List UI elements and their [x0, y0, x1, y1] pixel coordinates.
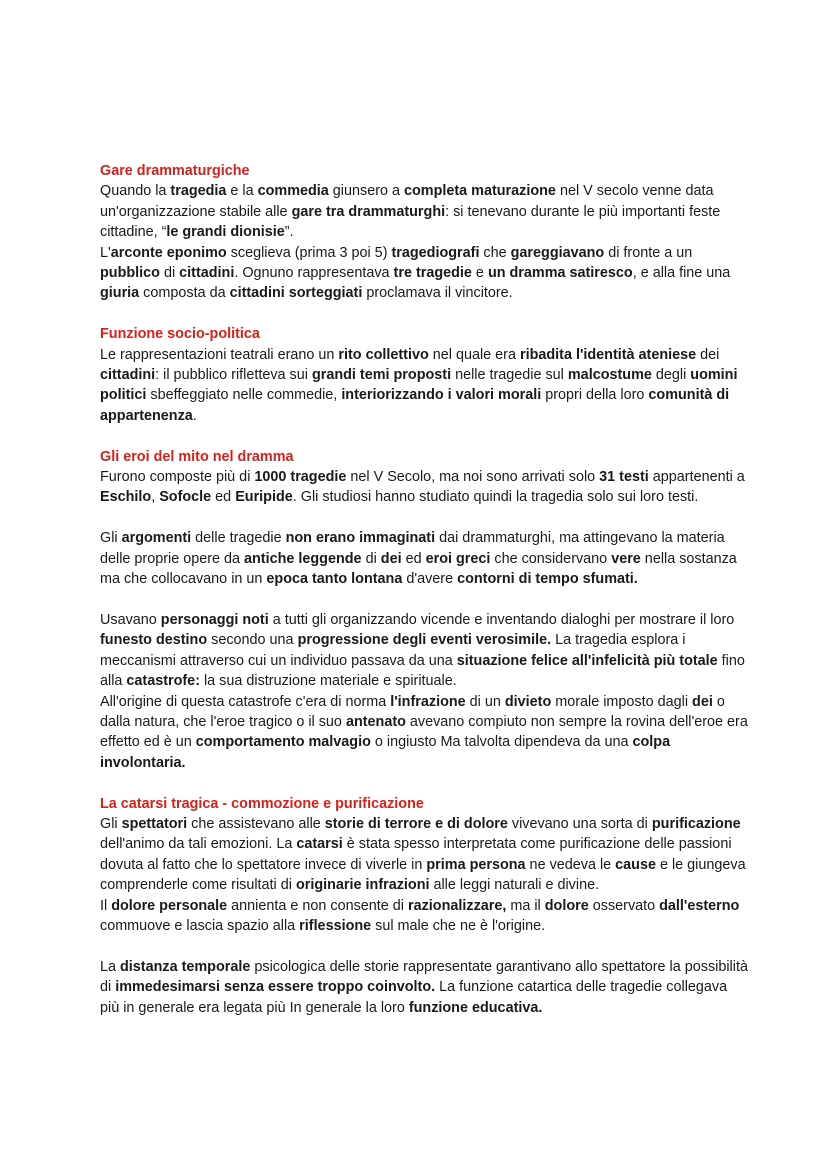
- text-run: di: [159, 265, 180, 282]
- bold-text: progressione degli eventi verosimile.: [297, 632, 552, 649]
- text-run: di fronte a un: [604, 244, 693, 261]
- paragraph: [100, 528, 748, 589]
- bold-text: commedia: [257, 183, 329, 200]
- section-heading: La catarsi tragica - commozione e purificazione: [100, 795, 424, 812]
- text-run: dell'animo da tali emozioni. La: [100, 836, 297, 853]
- paragraph: [100, 814, 748, 896]
- text-run: ma il: [506, 897, 545, 914]
- text-run: annienta e non consente di: [227, 897, 408, 914]
- bold-text: Eschilo: [100, 489, 152, 506]
- paragraph: [100, 896, 748, 937]
- text-run: Gli: [100, 530, 122, 547]
- paragraph: [100, 467, 748, 508]
- text-run: giunsero a: [328, 183, 404, 200]
- text-run: La: [100, 958, 121, 975]
- section-heading: Funzione socio-politica: [100, 326, 260, 343]
- text-run: : si tenevano durante le più importanti feste cittadine, “: [100, 203, 721, 241]
- bold-text: colpa involontaria.: [100, 734, 671, 771]
- text-run: commuove e lascia spazio alla: [100, 917, 300, 934]
- bold-text: argomenti: [121, 530, 192, 547]
- bold-text: pubblico: [100, 265, 160, 282]
- text-run: L': [100, 244, 111, 261]
- text-run: morale imposto dagli: [551, 693, 693, 710]
- text-run: fino alla: [100, 652, 745, 690]
- text-run: ed: [211, 489, 236, 506]
- text-run: All'origine di questa catastrofe c'era di norma: [100, 693, 391, 710]
- text-run: alle leggi naturali e divine.: [429, 877, 600, 894]
- text-run: Gli: [100, 815, 122, 832]
- bold-text: dolore: [544, 897, 589, 914]
- bold-text: dei: [692, 693, 713, 710]
- bold-text: vere: [611, 550, 641, 567]
- text-run: La funzione catartica delle tragedie collegava più in generale era legata più In generale la loro: [100, 979, 728, 1016]
- paragraph: [100, 610, 748, 692]
- bold-text: dei: [380, 550, 402, 567]
- bold-text: l'infrazione: [390, 693, 466, 710]
- bold-text: Euripide: [235, 489, 293, 506]
- text-run: secondo una: [207, 632, 298, 649]
- text-run: nel V secolo venne data un'organizzazione stabile alle: [100, 183, 714, 220]
- text-run: . Gli studiosi hanno studiato quindi la tragedia solo sui loro testi.: [292, 489, 699, 506]
- bold-text: non erano immaginati: [285, 530, 436, 547]
- bold-text: rito collettivo: [338, 346, 429, 363]
- bold-text: cittadini: [100, 367, 156, 384]
- text-run: ”.: [284, 224, 294, 241]
- text-run: di: [361, 550, 381, 567]
- bold-text: catarsi: [296, 836, 343, 853]
- text-run: o ingiusto Ma talvolta dipendeva da una: [370, 734, 633, 751]
- section-heading: Gare drammaturgiche: [100, 163, 250, 179]
- paragraph: [100, 957, 748, 1018]
- text-run: Le rappresentazioni teatrali erano un: [100, 346, 339, 363]
- bold-text: personaggi noti: [160, 611, 269, 628]
- bold-text: tragedia: [170, 183, 227, 200]
- bold-text: antiche leggende: [244, 550, 362, 567]
- text-run: degli: [651, 367, 691, 384]
- bold-text: 31 testi: [599, 469, 649, 486]
- bold-text: tragediografi: [391, 244, 480, 261]
- text-run: proclamava il vincitore.: [362, 285, 513, 302]
- section-spacer: [100, 304, 748, 324]
- bold-text: contorni di tempo sfumati.: [457, 571, 638, 588]
- text-run: avevano compiuto non sempre la rovina dell'eroe era effetto ed è un: [100, 713, 748, 751]
- text-run: la sua distruzione materiale e spirituale.: [199, 673, 457, 690]
- text-run: sceglieva (prima 3 poi 5): [226, 244, 392, 261]
- bold-text: grandi temi proposti: [311, 367, 452, 384]
- bold-text: comunità di appartenenza: [100, 387, 730, 424]
- text-run: sul male che ne è l'origine.: [371, 917, 546, 934]
- text-run: è stata spesso interpretata come purificazione delle passioni dovuta al fatto che lo spettatore invece di viverle in: [100, 836, 732, 873]
- bold-text: prima persona: [426, 856, 526, 873]
- text-run: ,: [151, 489, 160, 506]
- text-run: che considervano: [490, 550, 612, 567]
- bold-text: eroi greci: [425, 550, 491, 567]
- text-run: nel V Secolo, ma noi sono arrivati solo: [346, 469, 600, 486]
- bold-text: situazione felice all'infelicità più totale: [456, 652, 718, 669]
- bold-text: un dramma satiresco: [487, 265, 633, 282]
- bold-text: epoca tanto lontana: [266, 571, 403, 588]
- paragraph-spacer: [100, 508, 748, 528]
- bold-text: purificazione: [651, 815, 741, 832]
- text-run: vivevano una sorta di: [507, 815, 652, 832]
- text-run: che: [479, 244, 511, 261]
- paragraph: [100, 181, 748, 242]
- bold-text: cittadini: [179, 265, 235, 282]
- section-spacer: [100, 426, 748, 446]
- bold-text: comportamento malvagio: [195, 734, 371, 751]
- text-run: : il pubblico rifletteva sui: [155, 367, 312, 384]
- paragraph: [100, 243, 748, 304]
- section-heading: Gli eroi del mito nel dramma: [100, 448, 294, 465]
- text-run: dei: [696, 346, 720, 363]
- bold-text: completa maturazione: [404, 183, 556, 200]
- text-run: di un: [465, 693, 505, 710]
- text-run: propri della loro: [541, 387, 649, 404]
- text-run: appartenenti a: [648, 469, 745, 486]
- text-run: e le giungeva comprenderle come risultati di: [100, 856, 746, 894]
- bold-text: uomini politici: [100, 367, 738, 404]
- bold-text: gare tra drammaturghi: [291, 203, 446, 220]
- text-run: e: [471, 265, 488, 282]
- bold-text: gareggiavano: [510, 244, 605, 261]
- text-run: nella sostanza ma che collocavano in un: [100, 550, 737, 588]
- text-run: , e alla fine una: [632, 265, 731, 282]
- bold-text: 1000 tragedie: [254, 469, 347, 486]
- text-run: ne vedeva le: [525, 856, 616, 873]
- text-run: sbeffeggiato nelle commedie,: [146, 387, 342, 404]
- bold-text: immedesimarsi senza essere troppo coinvolto.: [115, 979, 436, 996]
- bold-text: storie di terrore e di dolore: [324, 815, 508, 832]
- bold-text: spettatori: [121, 815, 188, 832]
- text-run: La tragedia esplora i meccanismi attraverso cui un individuo passava da una: [100, 632, 686, 669]
- text-run: osservato: [588, 897, 660, 914]
- text-run: nelle tragedie sul: [451, 367, 568, 384]
- bold-text: divieto: [504, 693, 552, 710]
- bold-text: Sofocle: [159, 489, 212, 506]
- bold-text: interiorizzando i valori morali: [341, 387, 542, 404]
- paragraph-spacer: [100, 589, 748, 609]
- text-run: psicologica delle storie rappresentate garantivano allo spettatore la possibilità di: [100, 958, 748, 996]
- text-run: delle tragedie: [191, 530, 286, 547]
- text-run: . Ognuno rappresentava: [234, 265, 394, 282]
- text-run: dai drammaturghi, ma attingevano la materia delle proprie opere da: [100, 530, 725, 567]
- bold-text: razionalizzare,: [408, 897, 507, 914]
- bold-text: funzione educativa.: [408, 999, 543, 1016]
- text-run: .: [192, 407, 197, 424]
- text-run: d'avere: [402, 571, 458, 588]
- text-run: a tutti gli organizzando vicende e inventando dialoghi per mostrare il loro: [268, 611, 735, 628]
- bold-text: le grandi dionisie: [166, 224, 285, 241]
- text-run: Il: [100, 897, 112, 914]
- bold-text: originarie infrazioni: [295, 877, 430, 894]
- bold-text: distanza temporale: [120, 958, 251, 975]
- text-run: Usavano: [100, 611, 161, 628]
- text-run: Quando la: [100, 183, 171, 200]
- bold-text: dall'esterno: [659, 897, 740, 914]
- bold-text: malcostume: [567, 367, 652, 384]
- bold-text: dolore personale: [111, 897, 228, 914]
- text-run: che assistevano alle: [187, 815, 325, 832]
- paragraph-spacer: [100, 936, 748, 956]
- section-spacer: [100, 773, 748, 793]
- bold-text: funesto destino: [100, 632, 208, 649]
- bold-text: catastrofe:: [126, 673, 200, 690]
- bold-text: arconte eponimo: [110, 244, 227, 261]
- text-run: composta da: [139, 285, 230, 302]
- paragraph: [100, 345, 748, 427]
- bold-text: cause: [615, 856, 656, 873]
- text-run: Furono composte più di: [100, 469, 255, 486]
- text-run: ed: [401, 550, 426, 567]
- paragraph: [100, 692, 748, 774]
- bold-text: riflessione: [299, 917, 372, 934]
- text-run: nel quale era: [428, 346, 520, 363]
- bold-text: giuria: [100, 285, 140, 302]
- bold-text: cittadini sorteggiati: [229, 285, 363, 302]
- bold-text: ribadita l'identità ateniese: [519, 346, 697, 363]
- text-run: e la: [226, 183, 258, 200]
- bold-text: tre tragedie: [393, 265, 472, 282]
- text-run: o dalla natura, che l'eroe tragico o il suo: [100, 693, 725, 730]
- bold-text: antenato: [345, 713, 406, 730]
